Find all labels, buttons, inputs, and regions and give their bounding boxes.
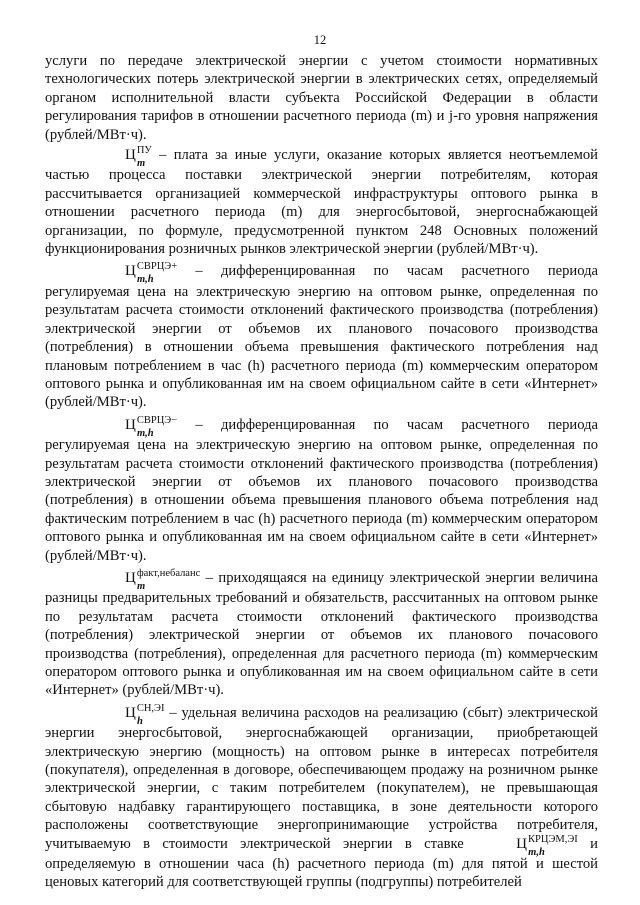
intro-paragraph: услуги по передаче электрической энергии с учетом стоимости нормативных технологических потерь электрической энергии в электрических сетях, определяемый органом исполнительной власти субъекта Российской Федерации в области регулирования тарифов в отношении расчетного периода (m) и j-го уровня напряжения (рублей/МВт·ч).	[45, 53, 598, 143]
definition-text: – дифференцированная по часам расчетного периода регулируемая цена на электрическую энергию на оптовом рынке, определенная по результатам расчета стоимости отклонений фактического производства (потребления) электрической энергии от объемов их планового почасового производства (потребления) в отношении объема превышения планового объема потребления над фактическим потреблением в час (h) расчетного периода (m) коммерческим оператором оптового рынка и опубликованная им на своем официальном сайте в сети «Интернет» (рублей/МВт·ч).	[45, 416, 598, 564]
symbol-c-pu: $Ц^{ПУ}$ m	[125, 145, 152, 170]
definition-svrce-plus	[45, 262, 598, 411]
definition-svrce-minus	[45, 416, 598, 565]
symbol-c-fact-imbalance: $Ц^{факт,небаланс}$ m	[125, 567, 201, 592]
definition-pu	[45, 146, 598, 258]
definition-text: – плата за иные услуги, оказание которых является неотъемлемой частью процесса поставки электрической энергии потребителям, которая рассчитывается организацией коммерческой инфраструктуры оптового рынка в отношении расчетного периода (m) для энергосбытовой, энергоснабжающей организации, по формуле, предусмотренной пунктом 248 Основных положений функционирования розничных рынков электрической энергии (рублей/МВт·ч).	[45, 147, 598, 258]
definition-sn-ei	[45, 704, 598, 892]
definition-text-continued: и определяемую в отношении часа (h) расчетного периода (m) для пятой и шестой ценовых категорий для соответствующей группы (подгруппы) потребителей	[45, 835, 598, 891]
symbol-c-sn-ei: $Ц^{СН,ЭІ}$ h	[125, 702, 165, 727]
symbol-c-svrce-plus: $Ц^{СВРЦЭ+}$ m,h	[125, 261, 178, 286]
page-number: 12	[313, 33, 327, 47]
definition-text: – дифференцированная по часам расчетного периода регулируемая цена на электрическую энергию на оптовом рынке, определенная по результатам расчета стоимости отклонений фактического производства (потребления) электрической энергии от объемов их планового почасового производства (потребления) в отношении объема превышения фактического потребления над плановым потреблением в час (h) расчетного периода (m) коммерческим оператором оптового рынка и опубликованная им на своем официальном сайте в сети «Интернет» (рублей/МВт·ч).	[45, 263, 598, 411]
definition-fact-imbalance	[45, 569, 598, 700]
symbol-c-svrce-minus: $Ц^{СВРЦЭ-}$ m,h	[125, 414, 178, 439]
definition-text: – удельная величина расходов на реализацию (сбыт) электрической энергии энергосбытовой, энергоснабжающей организации, приобретающей электрическую энергию (мощность) на оптовом рынке в интересах потребителя (покупателя), определенная в договоре, обеспечивающем продажу на розничном рынке электрической энергии, с таким потребителем (покупателем), не превышающая сбытовую надбавку гарантирующего поставщика, в зоне деятельности которого расположены соответствующие энергопринимающие устройства потребителя, учитываемую в стоимости электрической энергии в ставке	[45, 704, 598, 852]
symbol-c-krcem-ei: $Ц^{КРЦЭМ,ЭІ}$ m,h	[516, 833, 578, 858]
document-body	[45, 52, 598, 892]
definition-text: – приходящаяся на единицу электрической энергии величина разницы предварительных требований и обязательств, рассчитанных на оптовом рынке по результатам расчета стоимости отклонений фактического производства (потребления) электрической энергии от объемов их планового почасового производства (потребления), определенная для расчетного периода (m) коммерческим оператором оптового рынка и опубликованная им на своем официальном сайте в сети «Интернет» (рублей/МВт·ч).	[45, 569, 598, 699]
